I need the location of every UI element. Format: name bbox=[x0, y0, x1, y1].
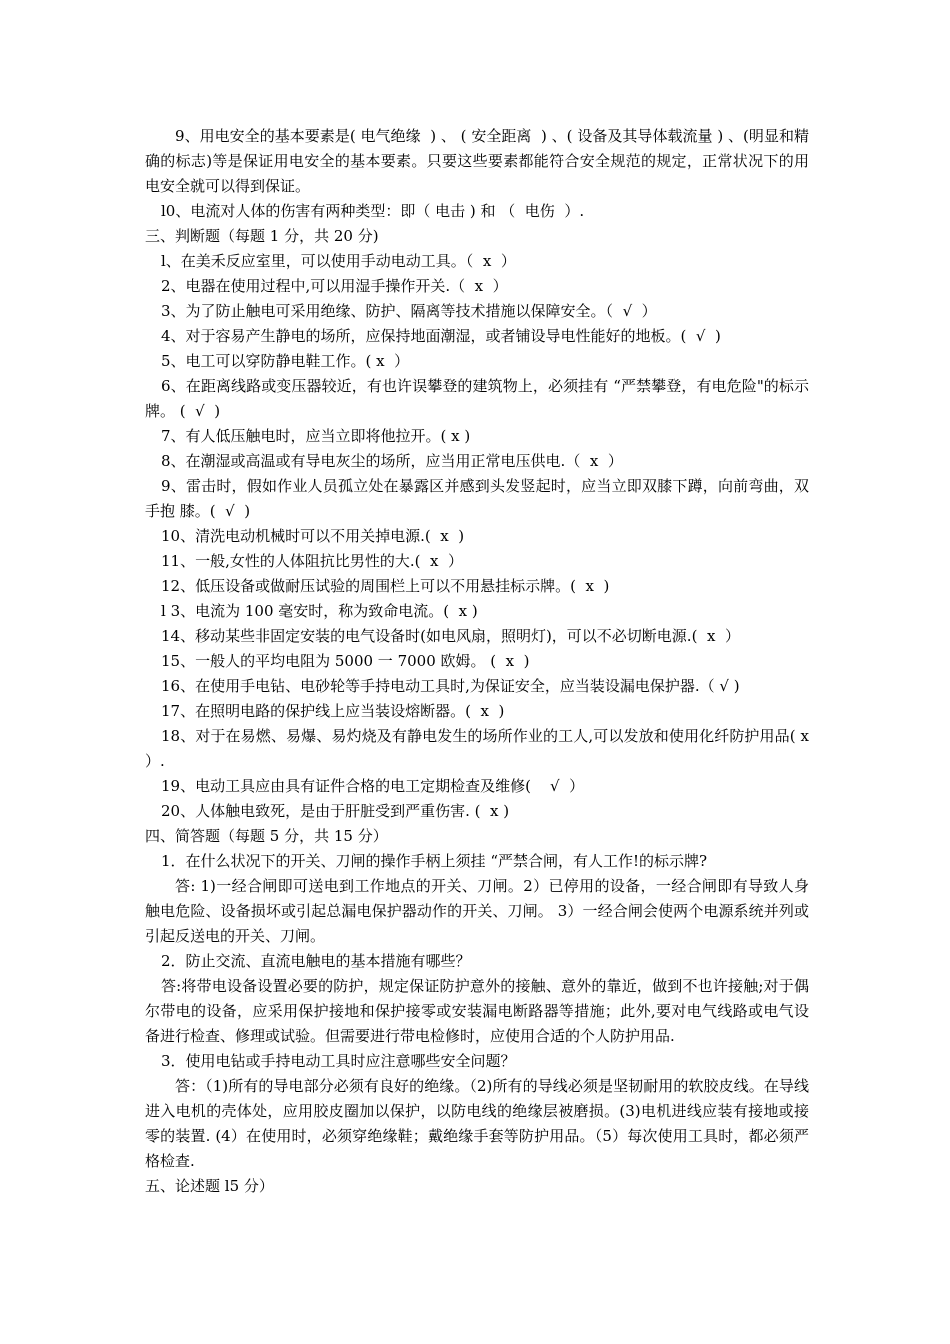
judgment-item-18: 18、对于在易燃、易爆、易灼烧及有静电发生的场所作业的工人,可以发放和使用化纤防护用品( x ）. bbox=[145, 727, 814, 770]
judgment-item-5: 5、电工可以穿防静电鞋工作。( x ） bbox=[161, 352, 410, 370]
document-page bbox=[145, 124, 814, 1199]
section-heading-judgment: 三、判断题（每题 1 分，共 20 分) bbox=[145, 227, 379, 245]
judgment-item-12: 12、低压设备或做耐压试验的周围栏上可以不用悬挂标示牌。( x ) bbox=[161, 577, 610, 595]
section-heading-short-answer: 四、简答题（每题 5 分，共 15 分） bbox=[145, 827, 388, 845]
short-answer-answer-3: 答：（1)所有的导电部分必须有良好的绝缘。（2)所有的导线必须是坚韧耐用的软胶皮线。在导线进入电机的壳体处，应用胶皮圈加以保护，以防电线的绝缘层被磨损。(3)电机进线应装有接地或接零的装置. (4）在使用时，必须穿绝缘鞋；戴绝缘手套等防护用品。（5）每次使用工具时，都必须严格检查. bbox=[145, 1077, 809, 1170]
judgment-item-7: 7、有人低压触电时，应当立即将他拉开。( x ) bbox=[161, 427, 471, 445]
judgment-item-6: 6、在距离线路或变压器较近，有也许误攀登的建筑物上，必须挂有 “严禁攀登，有电危险"的标示牌。 ( √ ) bbox=[145, 377, 809, 420]
judgment-item-11: 11、一般,女性的人体阻抗比男性的大.( x ） bbox=[161, 552, 464, 570]
judgment-item-9: 9、雷击时，假如作业人员孤立处在暴露区并感到头发竖起时，应当立即双膝下蹲，向前弯曲，双手抱 膝。( √ ) bbox=[145, 477, 809, 520]
short-answer-answer-1: 答: 1)一经合闸即可送电到工作地点的开关、刀闸。2）已停用的设备，一经合闸即有导致人身触电危险、设备损坏或引起总漏电保护器动作的开关、刀闸。 3）一经合闸会使两个电源系统并列或引起反送电的开关、刀闸。 bbox=[145, 877, 809, 945]
judgment-item-8: 8、在潮湿或高温或有导电灰尘的场所，应当用正常电压供电.（ x ） bbox=[161, 452, 623, 470]
fill-item-10: l0、电流对人体的伤害有两种类型：即（ 电击 ) 和 （ 电伤 ）. bbox=[161, 202, 585, 220]
judgment-item-15: 15、一般人的平均电阻为 5000 一 7000 欧姆。 ( x ) bbox=[161, 652, 530, 670]
judgment-item-3: 3、为了防止触电可采用绝缘、防护、隔离等技术措施以保障安全。（ √ ） bbox=[161, 302, 657, 320]
judgment-item-2: 2、电器在使用过程中,可以用湿手操作开关.（ x ） bbox=[161, 277, 508, 295]
fill-item-9: 9、用电安全的基本要素是( 电气绝缘 ) 、 ( 安全距离 ) 、( 设备及其导体载流量 ) 、(明显和精确的标志)等是保证用电安全的基本要素。只要这些要素都能符合安全规范的规定，正常状况下的用电安全就可以得到保证。 bbox=[145, 127, 809, 195]
judgment-item-19: 19、电动工具应由具有证件合格的电工定期检查及维修( √ ） bbox=[161, 777, 585, 795]
section-heading-essay: 五、论述题 l5 分） bbox=[145, 1177, 274, 1195]
judgment-item-10: 10、清洗电动机械时可以不用关掉电源.( x ) bbox=[161, 527, 465, 545]
short-answer-question-3: 3．使用电钻或手持电动工具时应注意哪些安全问题？ bbox=[161, 1052, 516, 1070]
judgment-item-16: 16、在使用手电钻、电砂轮等手持电动工具时,为保证安全，应当装设漏电保护器.（ √ ) bbox=[161, 677, 740, 695]
judgment-item-4: 4、对于容易产生静电的场所，应保持地面潮湿，或者铺设导电性能好的地板。( √ ) bbox=[161, 327, 721, 345]
short-answer-answer-2: 答:将带电设备设置必要的防护，规定保证防护意外的接触、意外的靠近，做到不也许接触;对于偶尔带电的设备，应采用保护接地和保护接零或安装漏电断路器等措施；此外,要对电气线路或电气设备进行检查、修理或试验。但需要进行带电检修时，应使用合适的个人防护用品. bbox=[145, 977, 809, 1045]
judgment-item-17: 17、在照明电路的保护线上应当装设熔断器。( x ) bbox=[161, 702, 505, 720]
judgment-item-13: l 3、电流为 100 毫安时，称为致命电流。( x ) bbox=[161, 602, 478, 620]
short-answer-question-2: 2．防止交流、直流电触电的基本措施有哪些？ bbox=[161, 952, 471, 970]
judgment-item-14: 14、移动某些非固定安装的电气设备时(如电风扇，照明灯)，可以不必切断电源.( x ） bbox=[161, 627, 740, 645]
short-answer-question-1: 1．在什么状况下的开关、刀闸的操作手柄上须挂 “严禁合闸，有人工作!的标示牌? bbox=[161, 852, 708, 870]
judgment-item-1: l、在美禾反应室里，可以使用手动电动工具。（ x ） bbox=[161, 252, 516, 270]
judgment-item-20: 20、人体触电致死，是由于肝脏受到严重伤害. ( x ) bbox=[161, 802, 510, 820]
